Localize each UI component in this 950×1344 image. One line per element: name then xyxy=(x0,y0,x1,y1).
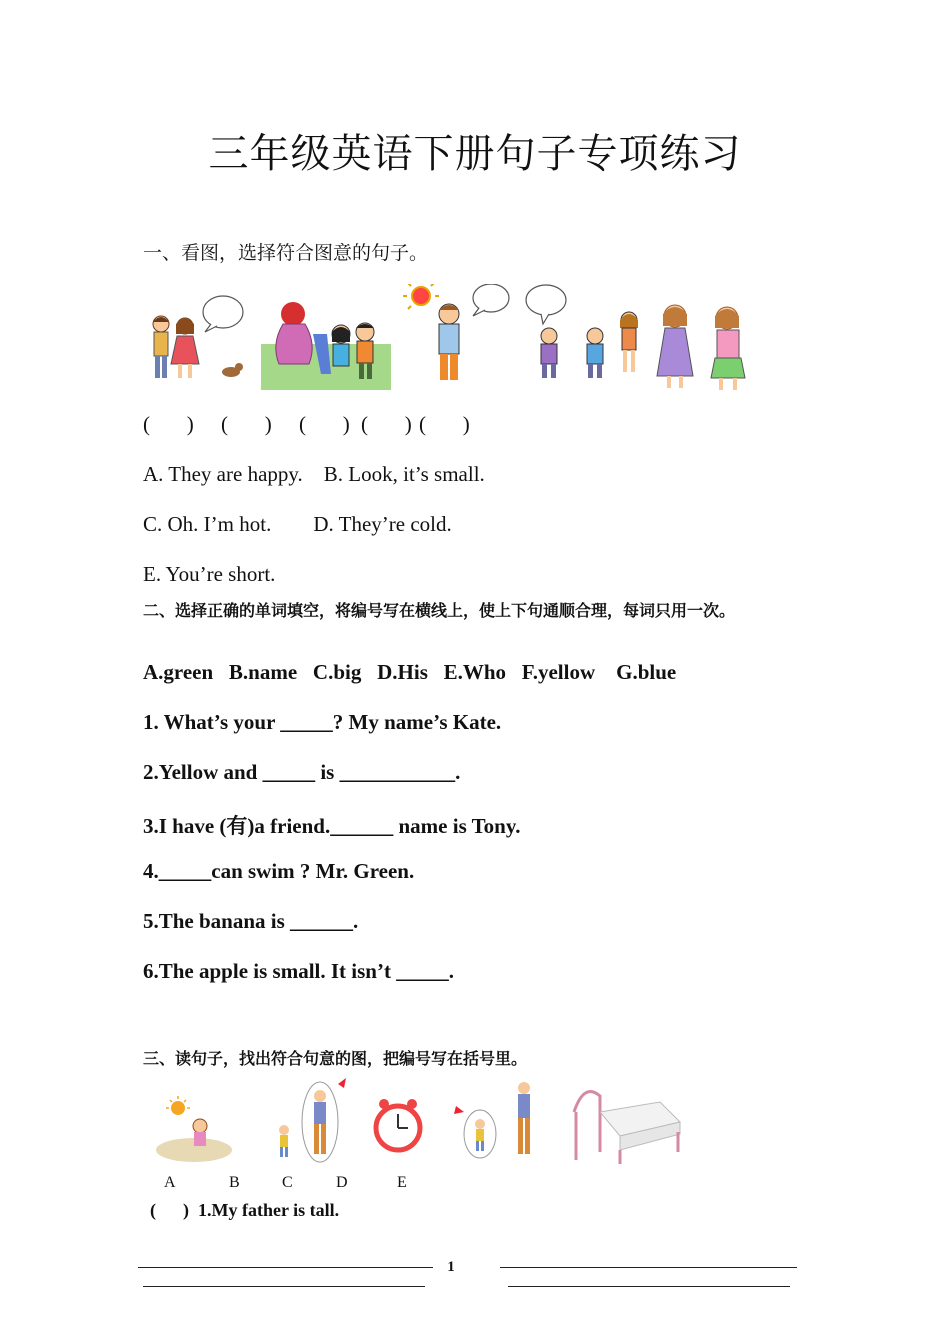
picture-kids-shivering xyxy=(261,302,391,390)
answer-bracket[interactable]: ( ) xyxy=(299,412,350,436)
question-line: 1. What’s your _____? My name’s Kate. xyxy=(143,710,502,734)
section1-pictures xyxy=(143,284,753,394)
question-line: 2.Yellow and _____ is ___________. xyxy=(143,760,461,784)
section1-heading: 一、看图，选择符合图意的句子。 xyxy=(143,242,429,264)
footer-rule-right-top xyxy=(500,1267,797,1268)
page-number: 1 xyxy=(447,1259,455,1275)
option-line: C. Oh. I’m hot. D. They’re cold. xyxy=(143,512,452,536)
answer-brackets-row xyxy=(143,412,543,437)
page-title: 三年级英语下册句子专项练习 xyxy=(208,131,742,177)
question-line: 6.The apple is small. It isn’t _____. xyxy=(143,959,454,983)
picture-letter: E xyxy=(397,1174,407,1191)
section3-heading: 三、读句子，找出符合句意的图，把编号写在括号里。 xyxy=(143,1049,528,1068)
picture-hot-boy xyxy=(403,284,509,380)
picture-letter: D xyxy=(336,1174,348,1191)
picture-sunny-beach xyxy=(156,1096,232,1162)
answer-bracket[interactable]: ( ) xyxy=(143,412,194,436)
picture-bed xyxy=(574,1092,680,1164)
word-bank: A.green B.name C.big D.His E.Who F.yellow G.blue xyxy=(143,660,677,684)
question-line: 3.I have (有)a friend.______ name is Tony. xyxy=(143,814,521,838)
picture-letters xyxy=(0,1174,950,1194)
picture-three-kids xyxy=(526,285,638,378)
section3-question-1: ( ) 1.My father is tall. xyxy=(150,1200,340,1220)
section3-pictures xyxy=(150,1072,690,1172)
picture-letter: B xyxy=(229,1174,240,1191)
picture-letter: C xyxy=(282,1174,293,1191)
question-line: 4._____can swim ? Mr. Green. xyxy=(143,859,415,883)
footer-rule-right-bottom xyxy=(508,1286,790,1287)
footer-rule-left-bottom xyxy=(143,1286,425,1287)
option-line: A. They are happy. B. Look, it’s small. xyxy=(143,462,485,486)
footer-rule-left-top xyxy=(138,1267,433,1268)
answer-bracket[interactable]: ( ) xyxy=(361,412,412,436)
picture-short-boy-circled xyxy=(454,1082,530,1158)
picture-letter: A xyxy=(164,1174,176,1191)
picture-alarm-clock xyxy=(376,1099,420,1150)
picture-happy-girls xyxy=(657,305,745,390)
picture-kids-with-dog xyxy=(153,296,243,378)
section2-heading: 二、选择正确的单词填空，将编号写在横线上，使上下句通顺合理，每词只用一次。 xyxy=(143,601,736,620)
option-line: E. You’re short. xyxy=(143,562,276,586)
question-line: 5.The banana is ______. xyxy=(143,909,359,933)
picture-short-boy-tall-man xyxy=(279,1078,346,1162)
answer-bracket[interactable]: ( ) xyxy=(419,412,470,436)
answer-bracket[interactable]: ( ) xyxy=(221,412,272,436)
